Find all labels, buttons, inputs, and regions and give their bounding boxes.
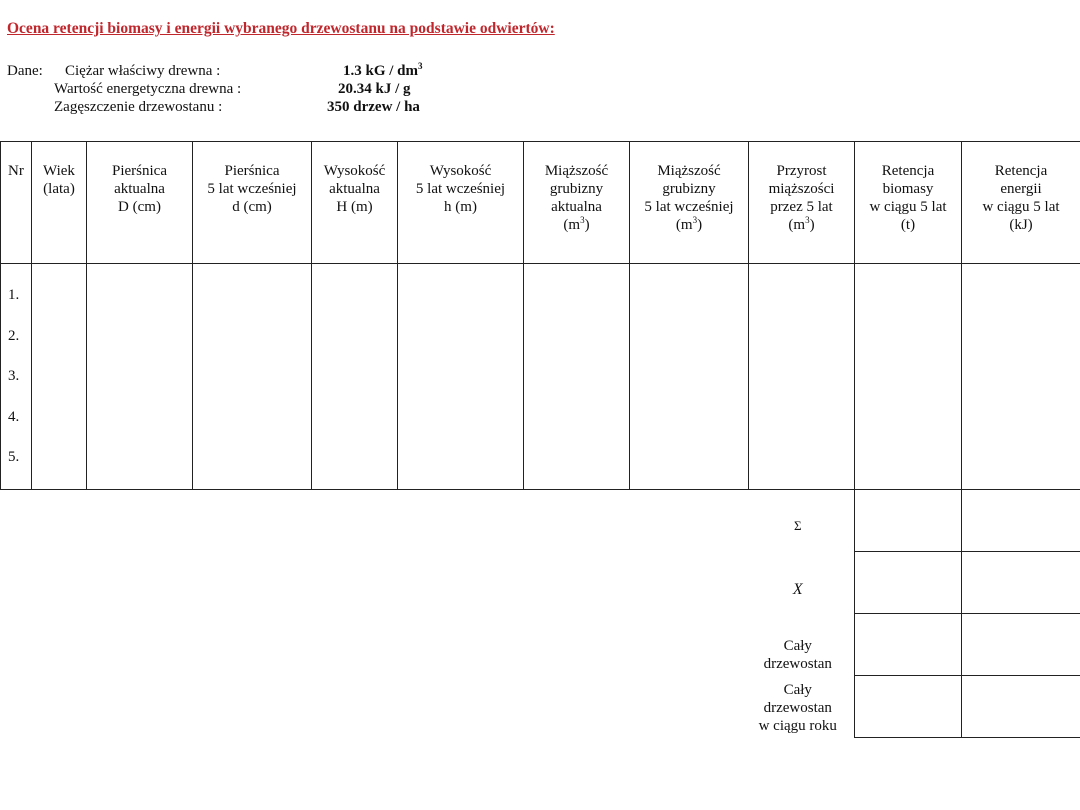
unit-open: (m bbox=[788, 217, 806, 233]
col-header-line: 5 lat wcześniej bbox=[415, 181, 506, 197]
unit-close: ) bbox=[697, 217, 703, 233]
col-header-line: d (cm) bbox=[232, 199, 272, 215]
col-header-volume-past bbox=[630, 142, 749, 264]
col-header-line: Pierśnica bbox=[112, 163, 167, 179]
col-header-unit bbox=[524, 216, 629, 234]
sum-symbol: Σ bbox=[793, 517, 802, 533]
cell-volume-current[interactable] bbox=[524, 264, 630, 490]
cell-height-current[interactable] bbox=[312, 264, 398, 490]
whole-stand-biomass-cell[interactable] bbox=[854, 614, 961, 676]
row-number: 4. bbox=[8, 408, 20, 425]
col-header-line: aktualna bbox=[329, 181, 380, 197]
summary-row-whole-stand-year bbox=[742, 676, 1080, 738]
cell-volume-increment[interactable] bbox=[749, 264, 855, 490]
cell-dbh-past[interactable] bbox=[193, 264, 312, 490]
density-value-text: 1.3 kG / dm bbox=[343, 63, 419, 79]
col-header-line: Wysokość bbox=[429, 163, 492, 179]
col-header-dbh-current bbox=[87, 142, 193, 264]
summary-label-line: Cały bbox=[783, 637, 812, 654]
col-header-dbh-past bbox=[193, 142, 312, 264]
col-header-volume-increment bbox=[749, 142, 855, 264]
density-label: Ciężar właściwy drewna : bbox=[65, 63, 221, 79]
summary-table bbox=[742, 489, 1080, 738]
col-header-line: aktualna bbox=[114, 181, 165, 197]
sum-energy-cell[interactable] bbox=[961, 490, 1080, 552]
whole-stand-year-energy-cell[interactable] bbox=[961, 676, 1080, 738]
summary-row-sum bbox=[742, 490, 1080, 552]
col-header-line: aktualna bbox=[551, 199, 602, 215]
row-number: 3. bbox=[8, 368, 20, 384]
col-header-line: h (m) bbox=[444, 199, 477, 215]
summary-label-sum bbox=[742, 490, 854, 552]
whole-stand-year-biomass-cell[interactable] bbox=[854, 676, 961, 738]
mean-biomass-cell[interactable] bbox=[854, 552, 961, 614]
col-header-line: grubizny bbox=[549, 181, 604, 197]
col-header-line: H (m) bbox=[336, 199, 373, 215]
col-header-height-current bbox=[312, 142, 398, 264]
col-header-energy-retention bbox=[962, 142, 1080, 264]
col-header-line: przez 5 lat bbox=[770, 199, 833, 215]
cell-energy-retention[interactable] bbox=[962, 264, 1080, 490]
row-number-list bbox=[1, 264, 31, 489]
col-header-line: Pierśnica bbox=[224, 163, 280, 179]
col-header-line: energii bbox=[1000, 181, 1042, 197]
row-number: 2. bbox=[8, 327, 20, 344]
col-header-line: Miąższość bbox=[657, 163, 721, 179]
col-header-line: (kJ) bbox=[1009, 217, 1033, 233]
summary-label-whole-stand-year bbox=[742, 676, 854, 738]
row-number: 5. bbox=[8, 449, 20, 465]
col-header-volume-current bbox=[524, 142, 630, 264]
col-header-line: 5 lat wcześniej bbox=[207, 181, 297, 197]
cell-dbh-current[interactable] bbox=[87, 264, 193, 490]
summary-label-line: Cały bbox=[783, 681, 812, 698]
summary-label-whole-stand bbox=[742, 614, 854, 676]
col-header-line: (lata) bbox=[43, 181, 75, 197]
col-header-line: Miąższość bbox=[544, 163, 609, 179]
col-header-height-past bbox=[398, 142, 524, 264]
mean-symbol: X bbox=[792, 580, 803, 598]
row-number: 1. bbox=[8, 287, 20, 303]
cell-volume-past[interactable] bbox=[630, 264, 749, 490]
col-header-unit bbox=[749, 216, 854, 234]
col-header-line: w ciągu 5 lat bbox=[982, 199, 1060, 215]
mean-energy-cell[interactable] bbox=[961, 552, 1080, 614]
summary-label-line: w ciągu roku bbox=[758, 717, 837, 734]
col-header-age bbox=[32, 142, 87, 264]
summary-label-line: drzewostan bbox=[763, 655, 832, 672]
unit-close: ) bbox=[584, 217, 590, 233]
col-header-line: (t) bbox=[900, 217, 916, 233]
whole-stand-energy-cell[interactable] bbox=[961, 614, 1080, 676]
col-header-line: grubizny bbox=[662, 181, 716, 197]
col-header-line: 5 lat wcześniej bbox=[644, 199, 734, 215]
density-value-sup: 3 bbox=[418, 61, 423, 71]
cell-height-past[interactable] bbox=[398, 264, 524, 490]
col-header-line: Retencja bbox=[994, 163, 1048, 179]
col-header-nr bbox=[1, 142, 32, 264]
col-header-line: miąższości bbox=[768, 181, 835, 197]
col-header-line: Nr bbox=[8, 163, 24, 179]
col-header-line: Retencja bbox=[881, 163, 935, 179]
unit-close: ) bbox=[809, 217, 815, 233]
sum-biomass-cell[interactable] bbox=[854, 490, 961, 552]
unit-sup: 3 bbox=[805, 215, 810, 225]
col-header-line: D (cm) bbox=[118, 199, 161, 215]
data-table bbox=[0, 141, 1080, 490]
summary-label-mean bbox=[742, 552, 854, 614]
col-header-line: Wysokość bbox=[323, 163, 386, 179]
summary-label-line: drzewostan bbox=[763, 699, 832, 716]
unit-sup: 3 bbox=[692, 215, 698, 225]
summary-row-mean bbox=[742, 552, 1080, 614]
unit-open: (m bbox=[675, 217, 693, 233]
cell-age[interactable] bbox=[32, 264, 87, 490]
energy-label: Wartość energetyczna drewna : bbox=[54, 81, 242, 97]
col-header-line: Przyrost bbox=[776, 163, 827, 179]
cell-biomass-retention[interactable] bbox=[855, 264, 962, 490]
col-header-unit bbox=[630, 216, 748, 234]
stand-density-label: Zagęszczenie drzewostanu : bbox=[54, 99, 223, 115]
col-header-line: biomasy bbox=[882, 181, 934, 197]
col-header-line: Wiek bbox=[43, 163, 75, 179]
stand-density-value: 350 drzew / ha bbox=[327, 99, 420, 115]
density-value bbox=[343, 62, 423, 80]
table-header-row bbox=[1, 142, 1080, 264]
energy-value: 20.34 kJ / g bbox=[338, 81, 411, 97]
table-body-row bbox=[1, 264, 1080, 490]
given-prefix: Dane: bbox=[7, 63, 43, 79]
unit-open: (m bbox=[563, 217, 581, 233]
summary-row-whole-stand bbox=[742, 614, 1080, 676]
col-header-biomass-retention bbox=[855, 142, 962, 264]
cell-nr bbox=[1, 264, 32, 490]
col-header-line: w ciągu 5 lat bbox=[869, 199, 947, 215]
unit-sup: 3 bbox=[580, 215, 585, 225]
page-title: Ocena retencji biomasy i energii wybranego drzewostanu na podstawie odwiertów: bbox=[7, 20, 555, 37]
